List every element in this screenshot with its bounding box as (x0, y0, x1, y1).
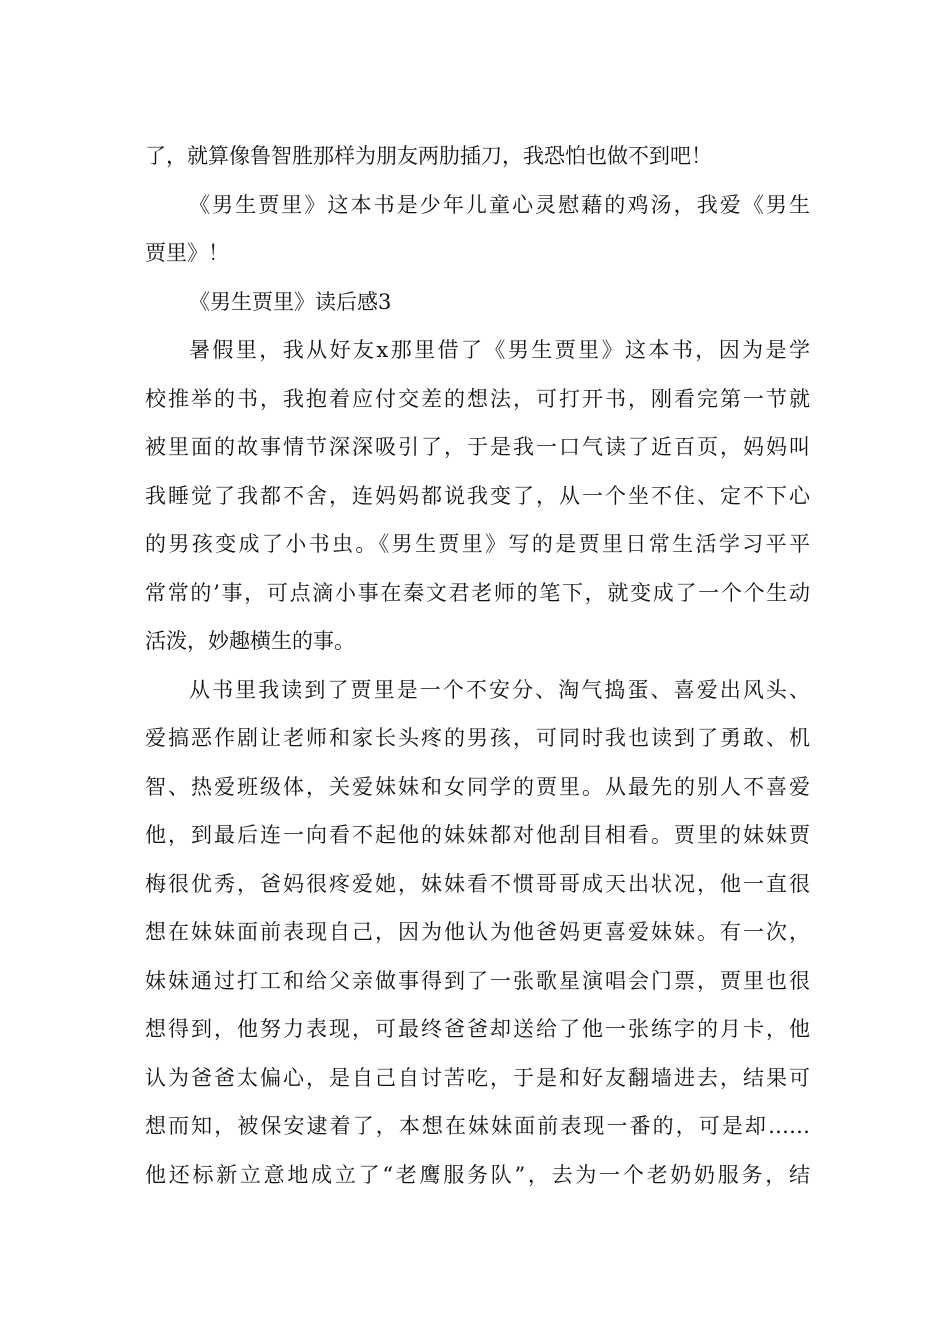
text-line: 爱搞恶作剧让老师和家长头疼的男孩，可同时我也读到了勇敢、机 (145, 726, 810, 750)
text-line: 从书里我读到了贾里是一个不安分、淘气捣蛋、喜爱出风头、 (189, 677, 810, 702)
text-line: 想而知，被保安逮着了，本想在妹妹面前表现一番的，可是却…… (145, 1114, 810, 1138)
text-line: 的男孩变成了小书虫。《男生贾里》写的是贾里日常生活学习平平 (145, 532, 810, 556)
text-line: 他，到最后连一向看不起他的妹妹都对他刮目相看。贾里的妹妹贾 (145, 823, 810, 847)
text-line: 想得到，他努力表现，可最终爸爸却送给了他一张练字的月卡，他 (145, 1017, 810, 1041)
text-line: 想在妹妹面前表现自己，因为他认为他爸妈更喜爱妹妹。有一次， (145, 920, 810, 944)
body-text (145, 132, 810, 1199)
text-line: 我睡觉了我都不舍，连妈妈都说我变了，从一个坐不住、定不下心 (145, 483, 810, 508)
text-line: 《男生贾里》这本书是少年儿童心灵慰藉的鸡汤，我爱《男生 (189, 192, 810, 217)
text-line: 校推举的书，我抱着应付交差的想法，可打开书，刚看完第一节就 (145, 386, 810, 411)
text-line: 梅很优秀，爸妈很疼爱她，妹妹看不惯哥哥成天出状况，他一直很 (145, 871, 810, 896)
text-line: 贾里》！ (145, 241, 229, 265)
text-line: 了，就算像鲁智胜那样为朋友两肋插刀，我恐怕也做不到吧！ (145, 144, 712, 168)
section-heading: 《男生贾里》读后感3 (189, 289, 392, 314)
text-line: 他还标新立意地成立了“老鹰服务队”，去为一个老奶奶服务，结 (145, 1162, 810, 1187)
text-line: 妹妹通过打工和给父亲做事得到了一张歌星演唱会门票，贾里也很 (145, 968, 810, 993)
text-line: 暑假里，我从好友x那里借了《男生贾里》这本书，因为是学 (189, 338, 810, 362)
text-line: 智、热爱班级体，关爱妹妹和女同学的贾里。从最先的别人不喜爱 (145, 774, 810, 799)
text-line: 常常的’事，可点滴小事在秦文君老师的笔下，就变成了一个个生动 (145, 580, 810, 605)
text-line: 活泼，妙趣横生的事。 (145, 629, 355, 653)
text-line: 被里面的故事情节深深吸引了，于是我一口气读了近百页，妈妈叫 (145, 435, 810, 459)
text-line: 认为爸爸太偏心，是自己自讨苦吃，于是和好友翻墙进去，结果可 (145, 1065, 810, 1090)
